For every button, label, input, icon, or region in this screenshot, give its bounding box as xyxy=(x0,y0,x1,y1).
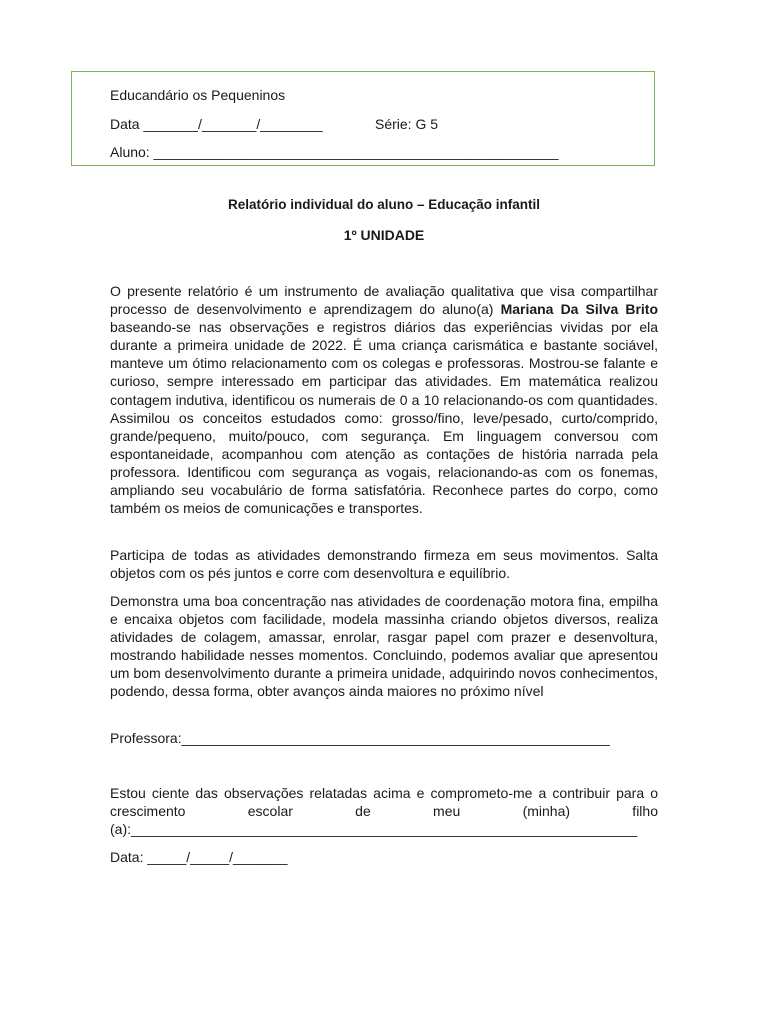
aluno-field: Aluno: ____________________________________________________ xyxy=(110,144,559,160)
professora-field: Professora:_______________________________________________________ xyxy=(110,730,610,746)
student-name: Mariana Da Silva Brito xyxy=(500,301,659,318)
report-title: Relatório individual do aluno – Educação infantil xyxy=(227,197,541,212)
serie-label: Série: G 5 xyxy=(375,116,439,132)
date-field: Data _______/_______/________ xyxy=(110,116,323,132)
p1-start: O presente relatório é um instrumento de avaliação qualitativa que visa compartilhar processo de desenvolvimento e aprendizagem do aluno(a) xyxy=(110,283,658,318)
paragraph-1 xyxy=(110,282,658,517)
footer-date-field: Data: _____/_____/_______ xyxy=(110,849,288,865)
paragraph-2: Participa de todas as atividades demonstrando firmeza em seus movimentos. Salta objetos com os pés juntos e corre com desenvoltura e equilíbrio. xyxy=(110,547,658,582)
unit-heading: 1º UNIDADE xyxy=(343,227,425,243)
paragraph-3: Demonstra uma boa concentração nas atividades de coordenação motora fina, empilha e encaixa objetos com facilidade, modela massinha criando objetos diversos, realiza atividades de colagem, amassar, enrolar, rasgar papel com prazer e desenvoltura, mostrando habilidade nesses momentos. Concluindo, podemos avaliar que apresentou um bom desenvolvimento durante a primeira unidade, adquirindo novos conhecimentos, podendo, dessa forma, obter avanços ainda maiores no próximo nível xyxy=(110,593,658,700)
ciente-statement: Estou ciente das observações relatadas acima e comprometo-me a contribuir para o crescimento escolar de meu (minha) filho (a):_________________________________________________________________ xyxy=(110,785,658,838)
school-name: Educandário os Pequeninos xyxy=(110,87,286,103)
header-box xyxy=(71,71,655,166)
p1-rest: baseando-se nas observações e registros diários das experiências vividas por ela durante a primeira unidade de 2022. É uma criança carismática e bastante sociável, manteve um ótimo relacionamento com os colegas e professoras. Mostrou-se falante e curioso, sempre interessado em participar das atividades. Em matemática realizou contagem indutiva, identificou os numerais de 0 a 10 relacionando-os com quantidades. Assimilou os conceitos estudados como: grosso/fino, leve/pesado, curto/comprido, grande/pequeno, muito/pouco, com segurança. Em linguagem conversou com espontaneidade, acompanhou com atenção as contações de história narrada pela professora. Identificou com segurança as vogais, relacionando-as com os fonemas, ampliando seu vocabulário de forma satisfatória. Reconhece partes do corpo, como também os meios de comunicações e transportes. xyxy=(110,319,658,517)
